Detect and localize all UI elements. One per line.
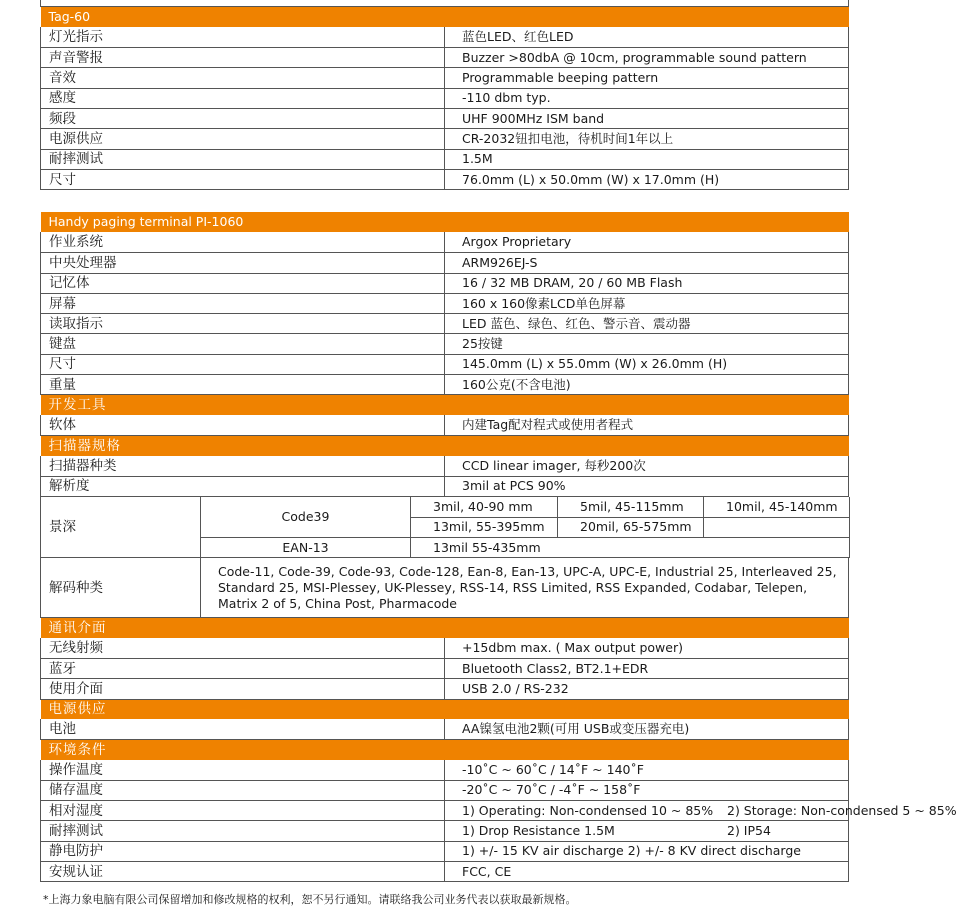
cert-value: FCC, CE (445, 861, 849, 881)
spec-label: 重量 (41, 375, 445, 395)
env-title: 环境条件 (41, 740, 849, 760)
spec-row (41, 68, 849, 88)
spec-row (41, 169, 849, 189)
comm-rows (41, 638, 849, 699)
spec-label: 感度 (41, 88, 445, 108)
spec-label: 尺寸 (41, 169, 445, 189)
dof-cell: 20mil, 65-575mm (558, 517, 704, 537)
spec-label: 记忆体 (41, 273, 445, 293)
spec-row (41, 679, 849, 699)
ean13-label: EAN-13 (201, 537, 411, 557)
spec-value: 1.5M (445, 149, 849, 169)
dof-cell: 10mil, 45-140mm (704, 497, 850, 517)
tag60-table (40, 7, 849, 190)
tag60-rows (41, 27, 849, 189)
spec-value: ARM926EJ-S (445, 253, 849, 273)
spec-value: LED 蓝色、绿色、红色、警示音、震动器 (445, 314, 849, 334)
spec-value: 蓝色LED、红色LED (445, 27, 849, 47)
scanner-rows (41, 456, 849, 497)
esd-value: 1) +/- 15 KV air discharge 2) +/- 8 KV direct discharge (445, 841, 849, 861)
spec-label: 频段 (41, 108, 445, 128)
spec-label: 无线射频 (41, 638, 445, 658)
spec-row (41, 314, 849, 334)
spec-row (41, 149, 849, 169)
dof-label: 景深 (41, 497, 201, 558)
drop-value (445, 821, 849, 841)
humidity-label: 相对湿度 (41, 801, 445, 821)
spec-label: 操作温度 (41, 760, 445, 780)
spec-row (41, 354, 849, 374)
spec-label: 作业系统 (41, 232, 445, 252)
dof-cell (704, 517, 850, 537)
spec-value: USB 2.0 / RS-232 (445, 679, 849, 699)
ean13-value: 13mil 55-435mm (411, 537, 850, 557)
spec-value: -20˚C ~ 70˚C / -4˚F ~ 158˚F (445, 780, 849, 800)
drop-resistance: 1) Drop Resistance 1.5M (462, 822, 615, 838)
pi1060-rows (41, 232, 849, 394)
humidity-storage: 2) Storage: Non-condensed 5 ~ 85% (727, 802, 957, 818)
spec-value: Programmable beeping pattern (445, 68, 849, 88)
spec-value: CR-2032钮扣电池，待机时间1年以上 (445, 129, 849, 149)
spec-row (41, 27, 849, 47)
spec-value: -110 dbm typ. (445, 88, 849, 108)
spec-value: 25按键 (445, 334, 849, 354)
humidity-operating: 1) Operating: Non-condensed 10 ~ 85% (462, 802, 714, 818)
esd-label: 静电防护 (41, 841, 445, 861)
spec-label: 读取指示 (41, 314, 445, 334)
spec-label: 中央处理器 (41, 253, 445, 273)
dof-cell: 5mil, 45-115mm (558, 497, 704, 517)
power-rows (41, 719, 849, 739)
pi1060-title: Handy paging terminal PI-1060 (41, 212, 849, 232)
spec-value: Buzzer >80dbA @ 10cm, programmable sound pattern (445, 48, 849, 68)
spec-row (41, 129, 849, 149)
spec-label: 键盘 (41, 334, 445, 354)
drop-label: 耐摔测试 (41, 821, 445, 841)
spec-value: 3mil at PCS 90% (445, 476, 849, 496)
scanner-title: 扫描器规格 (41, 435, 849, 455)
spec-row (41, 232, 849, 252)
spec-value: Argox Proprietary (445, 232, 849, 252)
spec-row (41, 108, 849, 128)
spec-row (41, 375, 849, 395)
spec-label: 屏幕 (41, 293, 445, 313)
spec-label: 音效 (41, 68, 445, 88)
env-rows (41, 760, 849, 801)
spec-label: 蓝牙 (41, 658, 445, 678)
decode-label: 解码种类 (41, 558, 201, 617)
footnote: *上海力象电脑有限公司保留增加和修改规格的权利，恕不另行通知。请联络我公司业务代表以获取最新规格。 (43, 893, 577, 906)
spec-row (41, 48, 849, 68)
comm-power-env-table (40, 618, 957, 882)
spec-row (41, 253, 849, 273)
spec-value: Bluetooth Class2, BT2.1+EDR (445, 658, 849, 678)
spec-row (41, 658, 849, 678)
spec-label: 储存温度 (41, 780, 445, 800)
spec-row (41, 293, 849, 313)
code39-label: Code39 (201, 497, 411, 538)
devtools-rows (41, 415, 849, 435)
spec-label: 尺寸 (41, 354, 445, 374)
spec-label: 解析度 (41, 476, 445, 496)
spec-value: 160公克(不含电池) (445, 375, 849, 395)
previous-table-edge (40, 0, 849, 7)
spec-label: 扫描器种类 (41, 456, 445, 476)
humidity-value (445, 801, 957, 821)
spec-row (41, 88, 849, 108)
spec-row (41, 719, 849, 739)
spec-value: 76.0mm (L) x 50.0mm (W) x 17.0mm (H) (445, 169, 849, 189)
dof-cell: 13mil, 55-395mm (411, 517, 558, 537)
spec-value: +15dbm max. ( Max output power) (445, 638, 849, 658)
spec-value: 145.0mm (L) x 55.0mm (W) x 26.0mm (H) (445, 354, 849, 374)
spec-label: 使用介面 (41, 679, 445, 699)
spec-value: AA镍氢电池2颗(可用 USB或变压器充电) (445, 719, 849, 739)
spec-label: 电源供应 (41, 129, 445, 149)
spec-row (41, 780, 849, 800)
spec-row (41, 476, 849, 496)
devtools-title: 开发工具 (41, 395, 849, 415)
tag60-title: Tag-60 (41, 7, 849, 27)
ip-rating: 2) IP54 (727, 822, 771, 838)
spec-label: 电池 (41, 719, 445, 739)
spec-row (41, 760, 849, 780)
pi1060-table (40, 212, 849, 497)
depth-of-field-table (40, 497, 850, 559)
cert-label: 安规认证 (41, 861, 445, 881)
comm-title: 通讯介面 (41, 618, 849, 638)
decode-table (40, 558, 849, 618)
spec-row (41, 456, 849, 476)
spec-label: 耐摔测试 (41, 149, 445, 169)
spec-row (41, 415, 849, 435)
spec-label: 灯光指示 (41, 27, 445, 47)
spec-value: 内建Tag配对程式或使用者程式 (445, 415, 849, 435)
power-title: 电源供应 (41, 699, 849, 719)
spec-row (41, 638, 849, 658)
spec-value: 160 x 160像素LCD单色屏幕 (445, 293, 849, 313)
spec-value: 16 / 32 MB DRAM, 20 / 60 MB Flash (445, 273, 849, 293)
spec-value: CCD linear imager, 每秒200次 (445, 456, 849, 476)
spec-row (41, 334, 849, 354)
dof-cell: 3mil, 40-90 mm (411, 497, 558, 517)
spec-row (41, 273, 849, 293)
decode-value: Code-11, Code-39, Code-93, Code-128, Ean-8, Ean-13, UPC-A, UPC-E, Industrial 25, Interleaved 25, Standard 25, MSI-Plessey, UK-Plessey, RSS-14, RSS Limited, RSS Expanded, Codabar, Telepen, Matrix 2 of 5, China Post, Pharmacode (201, 558, 849, 617)
spec-label: 声音警报 (41, 48, 445, 68)
spec-sheet (40, 0, 957, 882)
spec-value: UHF 900MHz ISM band (445, 108, 849, 128)
spec-label: 软体 (41, 415, 445, 435)
spec-value: -10˚C ~ 60˚C / 14˚F ~ 140˚F (445, 760, 849, 780)
